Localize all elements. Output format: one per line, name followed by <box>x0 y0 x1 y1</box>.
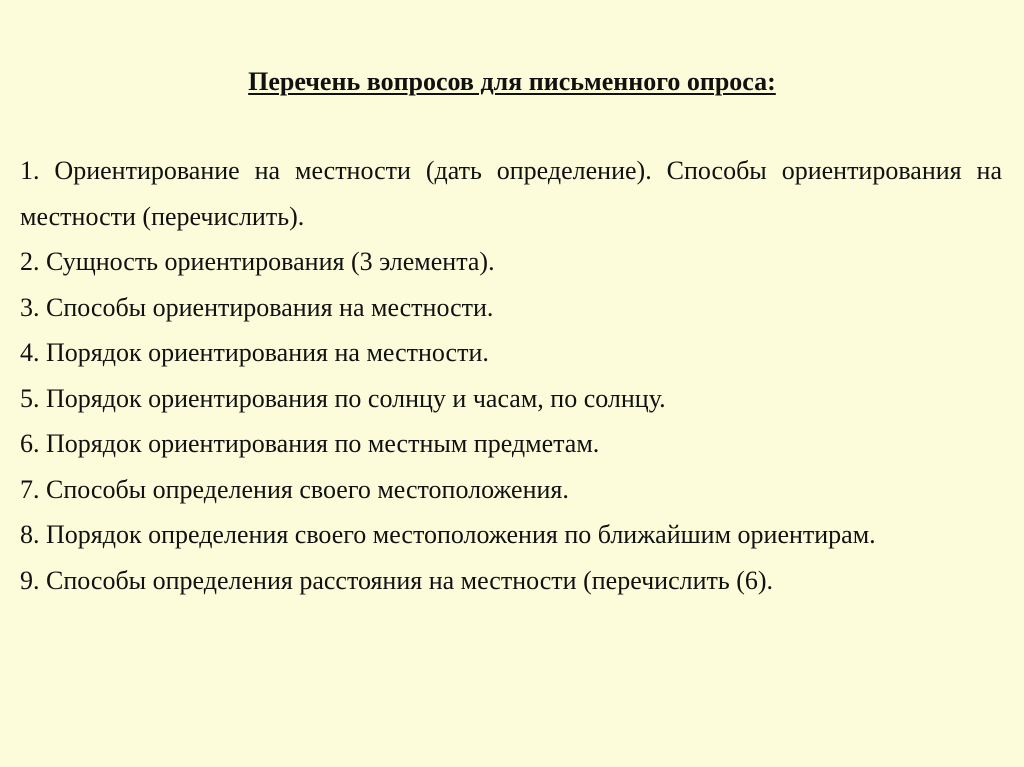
question-item-8: 8. Порядок определения своего местоположения по ближайшим ориентирам. <box>20 520 876 549</box>
question-item-2: 2. Сущность ориентирования (3 элемента). <box>20 247 495 276</box>
question-item-7: 7. Способы определения своего местоположения. <box>20 474 569 504</box>
question-item-6: 6. Порядок ориентирования по местным предметам. <box>20 429 600 458</box>
question-item-5: 5. Порядок ориентирования по солнцу и часам, по солнцу. <box>20 383 666 413</box>
page-title: Перечень вопросов для письменного опроса: <box>248 67 776 96</box>
question-list <box>20 148 1002 603</box>
question-item-1: 1. Ориентирование на местности (дать определение). Способы ориентирования на местности (перечислить). <box>20 156 1002 231</box>
question-item-4: 4. Порядок ориентирования на местности. <box>20 338 489 367</box>
question-item-3: 3. Способы ориентирования на местности. <box>20 292 494 322</box>
question-item-9: 9. Способы определения расстояния на местности (перечислить (6). <box>20 565 774 595</box>
